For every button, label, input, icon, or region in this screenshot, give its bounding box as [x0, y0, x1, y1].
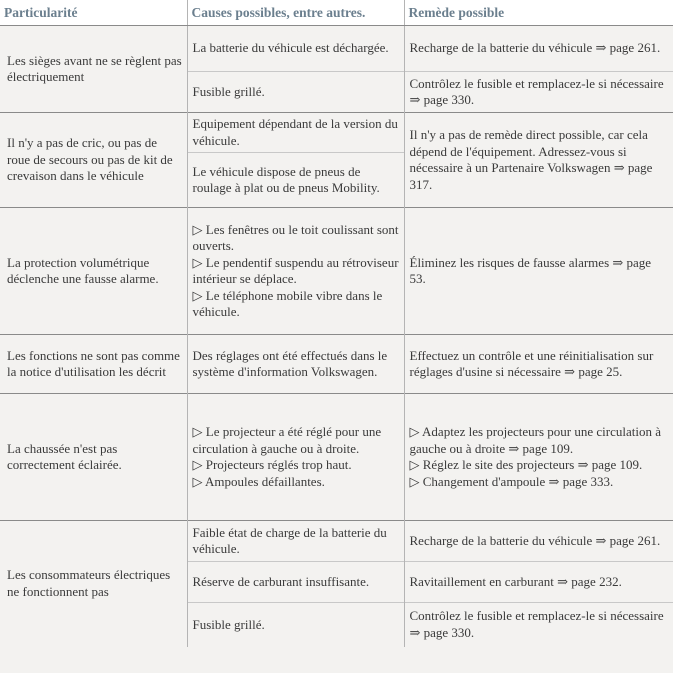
remedy-cell: Éliminez les risques de fausse alarmes ⇒ page 53. [404, 208, 673, 335]
table-row [0, 521, 673, 562]
remedy-cell: Il n'y a pas de remède direct possible, car cela dépend de l'équipement. Adressez-vous si nécessaire à un Partenaire Volkswagen ⇒ page 317. [404, 113, 673, 208]
cause-cell: Faible état de charge de la batterie du véhicule. [187, 521, 404, 562]
cause-item: ▷ Ampoules défaillantes. [192, 473, 325, 489]
cause-cell [187, 208, 404, 335]
particularity-cell: Les fonctions ne sont pas comme la notice d'utilisation les décrit [0, 335, 187, 394]
cause-cell [187, 394, 404, 521]
remedy-cell: Effectuez un contrôle et une réinitialisation sur réglages d'usine si nécessaire ⇒ page 25. [404, 335, 673, 394]
cause-item: ▷ Les fenêtres ou le toit coulissant sont ouverts. [192, 221, 399, 253]
remedy-cell: Contrôlez le fusible et remplacez-le si nécessaire ⇒ page 330. [404, 603, 673, 647]
table-header-row [0, 0, 673, 26]
remedy-cell: Contrôlez le fusible et remplacez-le si nécessaire ⇒ page 330. [404, 72, 673, 113]
particularity-cell: Il n'y a pas de cric, ou pas de roue de secours ou pas de kit de crevaison dans le véhicule [0, 113, 187, 208]
table-row [0, 113, 673, 153]
remedy-cell: Recharge de la batterie du véhicule ⇒ page 261. [404, 521, 673, 562]
remedy-cell [404, 394, 673, 521]
cause-cell: Réserve de carburant insuffisante. [187, 562, 404, 603]
cause-item: ▷ Le téléphone mobile vibre dans le véhicule. [192, 287, 383, 319]
remedy-item: ▷ Adaptez les projecteurs pour une circulation à gauche ou à droite ⇒ page 109. [409, 424, 661, 456]
cause-cell: Fusible grillé. [187, 72, 404, 113]
remedy-item: ▷ Réglez le site des projecteurs ⇒ page 109. [409, 457, 643, 472]
particularity-cell: Les consommateurs électriques ne fonctionnent pas [0, 521, 187, 647]
particularity-cell: Les sièges avant ne se règlent pas électriquement [0, 26, 187, 113]
cause-cell: Des réglages ont été effectués dans le système d'information Volkswagen. [187, 335, 404, 394]
remedy-cell: Ravitaillement en carburant ⇒ page 232. [404, 562, 673, 603]
particularity-cell: La protection volumétrique déclenche une fausse alarme. [0, 208, 187, 335]
header-remedy: Remède possible [404, 0, 673, 26]
cause-cell: Le véhicule dispose de pneus de roulage à plat ou de pneus Mobility. [187, 153, 404, 208]
header-particularity: Particularité [0, 0, 187, 26]
table-row [0, 26, 673, 72]
table-row [0, 394, 673, 521]
remedy-item: ▷ Changement d'ampoule ⇒ page 333. [409, 473, 614, 489]
cause-cell: Fusible grillé. [187, 603, 404, 647]
cause-item: ▷ Projecteurs réglés trop haut. [192, 457, 352, 472]
cause-cell: Equipement dépendant de la version du véhicule. [187, 113, 404, 153]
remedy-cell: Recharge de la batterie du véhicule ⇒ page 261. [404, 26, 673, 72]
particularity-cell: La chaussée n'est pas correctement éclairée. [0, 394, 187, 521]
cause-item: ▷ Le projecteur a été réglé pour une circulation à gauche ou à droite. [192, 424, 382, 456]
table-row [0, 208, 673, 335]
table-row [0, 335, 673, 394]
cause-item: ▷ Le pendentif suspendu au rétroviseur intérieur se déplace. [192, 254, 399, 286]
header-causes: Causes possibles, entre autres. [187, 0, 404, 26]
cause-cell: La batterie du véhicule est déchargée. [187, 26, 404, 72]
